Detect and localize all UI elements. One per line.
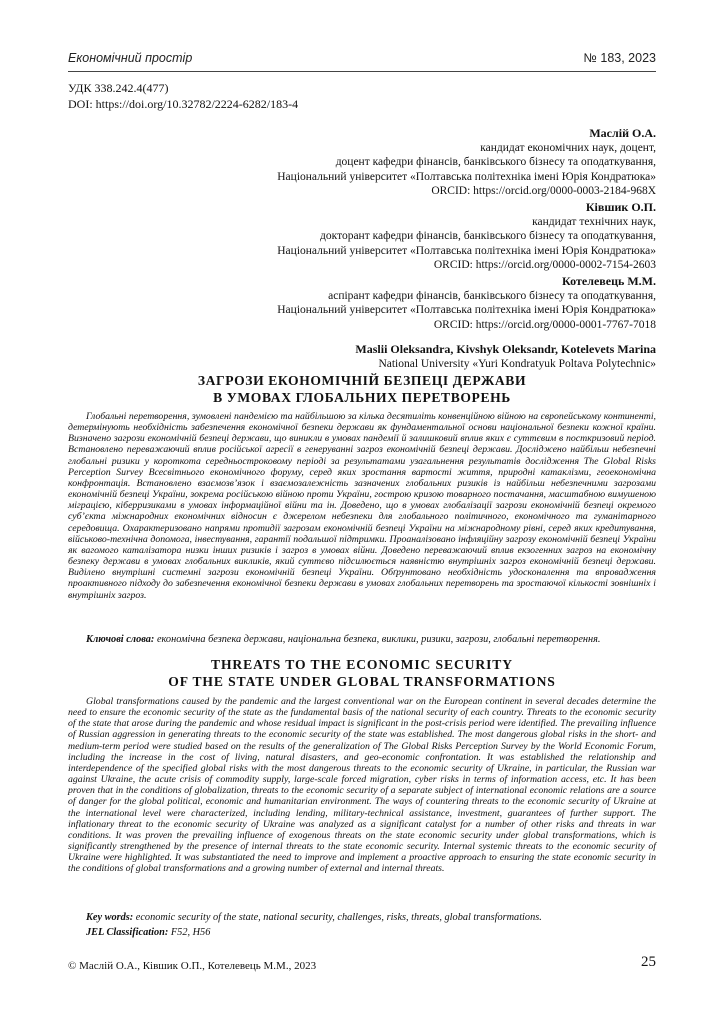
ukrainian-title-line: ЗАГРОЗИ ЕКОНОМІЧНІЙ БЕЗПЕЦІ ДЕРЖАВИ bbox=[197, 373, 527, 388]
english-authors bbox=[68, 342, 656, 371]
copyright-notice: © Маслій О.А., Ківшик О.П., Котелевець М.М., 2023 bbox=[68, 960, 317, 972]
author-name: Ківшик О.П. bbox=[585, 199, 656, 214]
author-university: Національний університет «Полтавська політехніка імені Юрія Кондратюка» bbox=[277, 304, 656, 317]
english-affiliation: National University «Yuri Kondratyuk Poltava Polytechnic» bbox=[378, 357, 656, 370]
keywords-label: Key words: bbox=[86, 912, 134, 923]
english-title-line: OF THE STATE UNDER GLOBAL TRANSFORMATIONS bbox=[168, 674, 556, 689]
keywords-text: економічна безпека держави, національна безпека, виклики, ризики, загрози, глобальні перетворення. bbox=[156, 634, 601, 645]
author-orcid[interactable]: ORCID: https://orcid.org/0000-0003-2184-968X bbox=[431, 185, 656, 198]
english-author-names: Maslii Oleksandra, Kivshyk Oleksandr, Kotelevets Marina bbox=[355, 342, 656, 357]
author-position: доцент кафедри фінансів, банківського бізнесу та оподаткування, bbox=[335, 156, 656, 169]
author-position: аспірант кафедри фінансів, банківського бізнесу та оподаткування, bbox=[328, 289, 656, 302]
ukrainian-abstract: Глобальні перетворення, зумовлені пандемією та найбільшою за кілька десятиліть конвенційною війною на європейському континенті, детермінують необхідність забезпечення економічної безпеки держави як фундаментальної основи національної безпеки кожної країни. Визначено загрози економічній безпеці держави, що виникли в умовах пандемії й залишковий вплив яких є суттєвим в посткризовий період. Встановлено переважаючий вплив російської агресії в генеруванні загроз економічній безпеці держави. Досліджено найбільш небезпечні глобальні ризики у короткота середньостроковому періоді за результатами узагальнення результатів дослідження The Global Risks Perception Survey Всесвітнього економічного форуму, серед яких зростання вартості життя, природні катаклізми, геоекономічна конфронтація. Встановлено взаємозв’язок і взаємозалежність зазначених глобальних ризиків із найбільш небезпечними загрозами економічній безпеці України, зокрема російською війною проти України, гострою кризою товарного постачання, масштабною вимушеною міграцією, кіберризиками в умовах інформаційної війни та ін. Доведено, що в умовах глобалізації загрози економічній безпеці окремого суб’єкта міжнародних економічних відносин є джерелом небезпеки для глобального політичного, економічного та гуманітарного середовища. Охарактеризовано напрями протидії загрозам економічній безпеці України на міжнародному рівні, серед яких кредитування, військово-технічна допомога, інвестування, гарантії подальшої підтримки. Проаналізовано інфляційну загрозу економічній безпеці України як вагомого каталізатора низки інших ризиків і загроз в умовах війни. Доведено переважаючий вплив екзогенних загроз на економічну безпеку держави в умовах глобальних викликів, який суттєво підсилюється наявністю внутрішніх загроз економічній безпеці держави. Виділено внутрішні системні загрози економічній безпеці України. Обґрунтовано необхідність удосконалення та впровадження проактивного підходу до забезпечення економічної безпеки держави в умовах глобальних перетворень та зростаючої кількості зовнішніх і внутрішніх загроз. bbox=[68, 411, 656, 601]
english-title-line: THREATS TO THE ECONOMIC SECURITY bbox=[210, 657, 513, 672]
author-position: докторант кафедри фінансів, банківського бізнесу та оподаткування, bbox=[320, 230, 656, 243]
author-name: Маслій О.А. bbox=[589, 126, 656, 140]
english-keywords bbox=[86, 912, 656, 923]
english-title bbox=[68, 656, 656, 690]
jel-label: JEL Classification: bbox=[86, 927, 169, 938]
english-abstract: Global transformations caused by the pandemic and the largest conventional war on the European continent in several decades determine the need to ensure the economic security of the state as the fundamental basis of the national security of each country. Threats to the economic security of the state that arose during the pandemic and whose residual impact is significant in the post-crisis period were identified. The prevailing influence of Russian aggression in generating threats to the economic security of the state was established. The most dangerous global risks in the short- and medium-term period were studied based on the results of the generalization of The Global Risks Perception Survey by the World Economic Forum, including the increase in the cost of living, natural disasters, and geo-economic confrontation. It was established the relationship and interdependence of the specified global risks with the most dangerous threats to the economic security of Ukraine, in particular, the Russian war against Ukraine, the acute crisis of commodity supply, large-scale forced migration, cyber risks in terms of information access, etc. It has been proven that in the conditions of globalization, threats to the economic security of a separate subject of international economic relations are a source of danger for the global political, economic and humanitarian environment. The ways of countering threats to the economic security of Ukraine at the international level were characterized, including lending, military-technical assistance, investment, guarantees of further support. The inflationary threat to the economic security of Ukraine was analyzed as a significant catalyst for a number of other risks and threats in war conditions. It was proven the prevailing influence of exogenous threats on the state economic security under global transformations, which is significantly strengthened by the presence of internal threats to the state economic security. Internal systemic threats to the economic security of Ukraine were highlighted. It was substantiated the need to improve and implement a proactive approach to ensuring the state economic security in the conditions of global transformations and a growing number of external and internal threats. bbox=[68, 696, 656, 875]
header-divider bbox=[68, 71, 656, 72]
jel-codes: F52, H56 bbox=[170, 927, 211, 938]
udc-code: УДК 338.242.4(477) bbox=[68, 81, 169, 95]
author-entry bbox=[68, 274, 656, 332]
doi-link[interactable]: DOI: https://doi.org/10.32782/2224-6282/183-4 bbox=[68, 97, 299, 111]
author-orcid[interactable]: ORCID: https://orcid.org/0000-0002-7154-2603 bbox=[433, 259, 656, 272]
issue-number: № 183, 2023 bbox=[583, 51, 656, 65]
author-university: Національний університет «Полтавська політехніка імені Юрія Кондратюка» bbox=[277, 170, 656, 183]
jel-classification bbox=[86, 927, 210, 938]
ukrainian-title-line: В УМОВАХ ГЛОБАЛЬНИХ ПЕРЕТВОРЕНЬ bbox=[213, 390, 511, 405]
author-university: Національний університет «Полтавська політехніка імені Юрія Кондратюка» bbox=[277, 244, 656, 257]
author-name: Котелевець М.М. bbox=[562, 273, 656, 288]
running-header bbox=[68, 51, 656, 69]
author-orcid[interactable]: ORCID: https://orcid.org/0000-0001-7767-7018 bbox=[433, 318, 656, 331]
page-number: 25 bbox=[641, 954, 656, 970]
author-degree: кандидат економічних наук, доцент, bbox=[480, 141, 656, 154]
author-block bbox=[68, 126, 656, 372]
journal-name: Економічний простір bbox=[68, 51, 193, 65]
ukrainian-title bbox=[68, 372, 656, 406]
author-entry bbox=[68, 126, 656, 199]
author-degree: кандидат технічних наук, bbox=[532, 215, 656, 228]
ukrainian-keywords bbox=[86, 634, 656, 645]
keywords-text: economic security of the state, national security, challenges, risks, threats, global transformations. bbox=[135, 912, 542, 923]
author-entry bbox=[68, 200, 656, 273]
keywords-label: Ключові слова: bbox=[86, 634, 155, 645]
article-meta bbox=[68, 80, 298, 112]
